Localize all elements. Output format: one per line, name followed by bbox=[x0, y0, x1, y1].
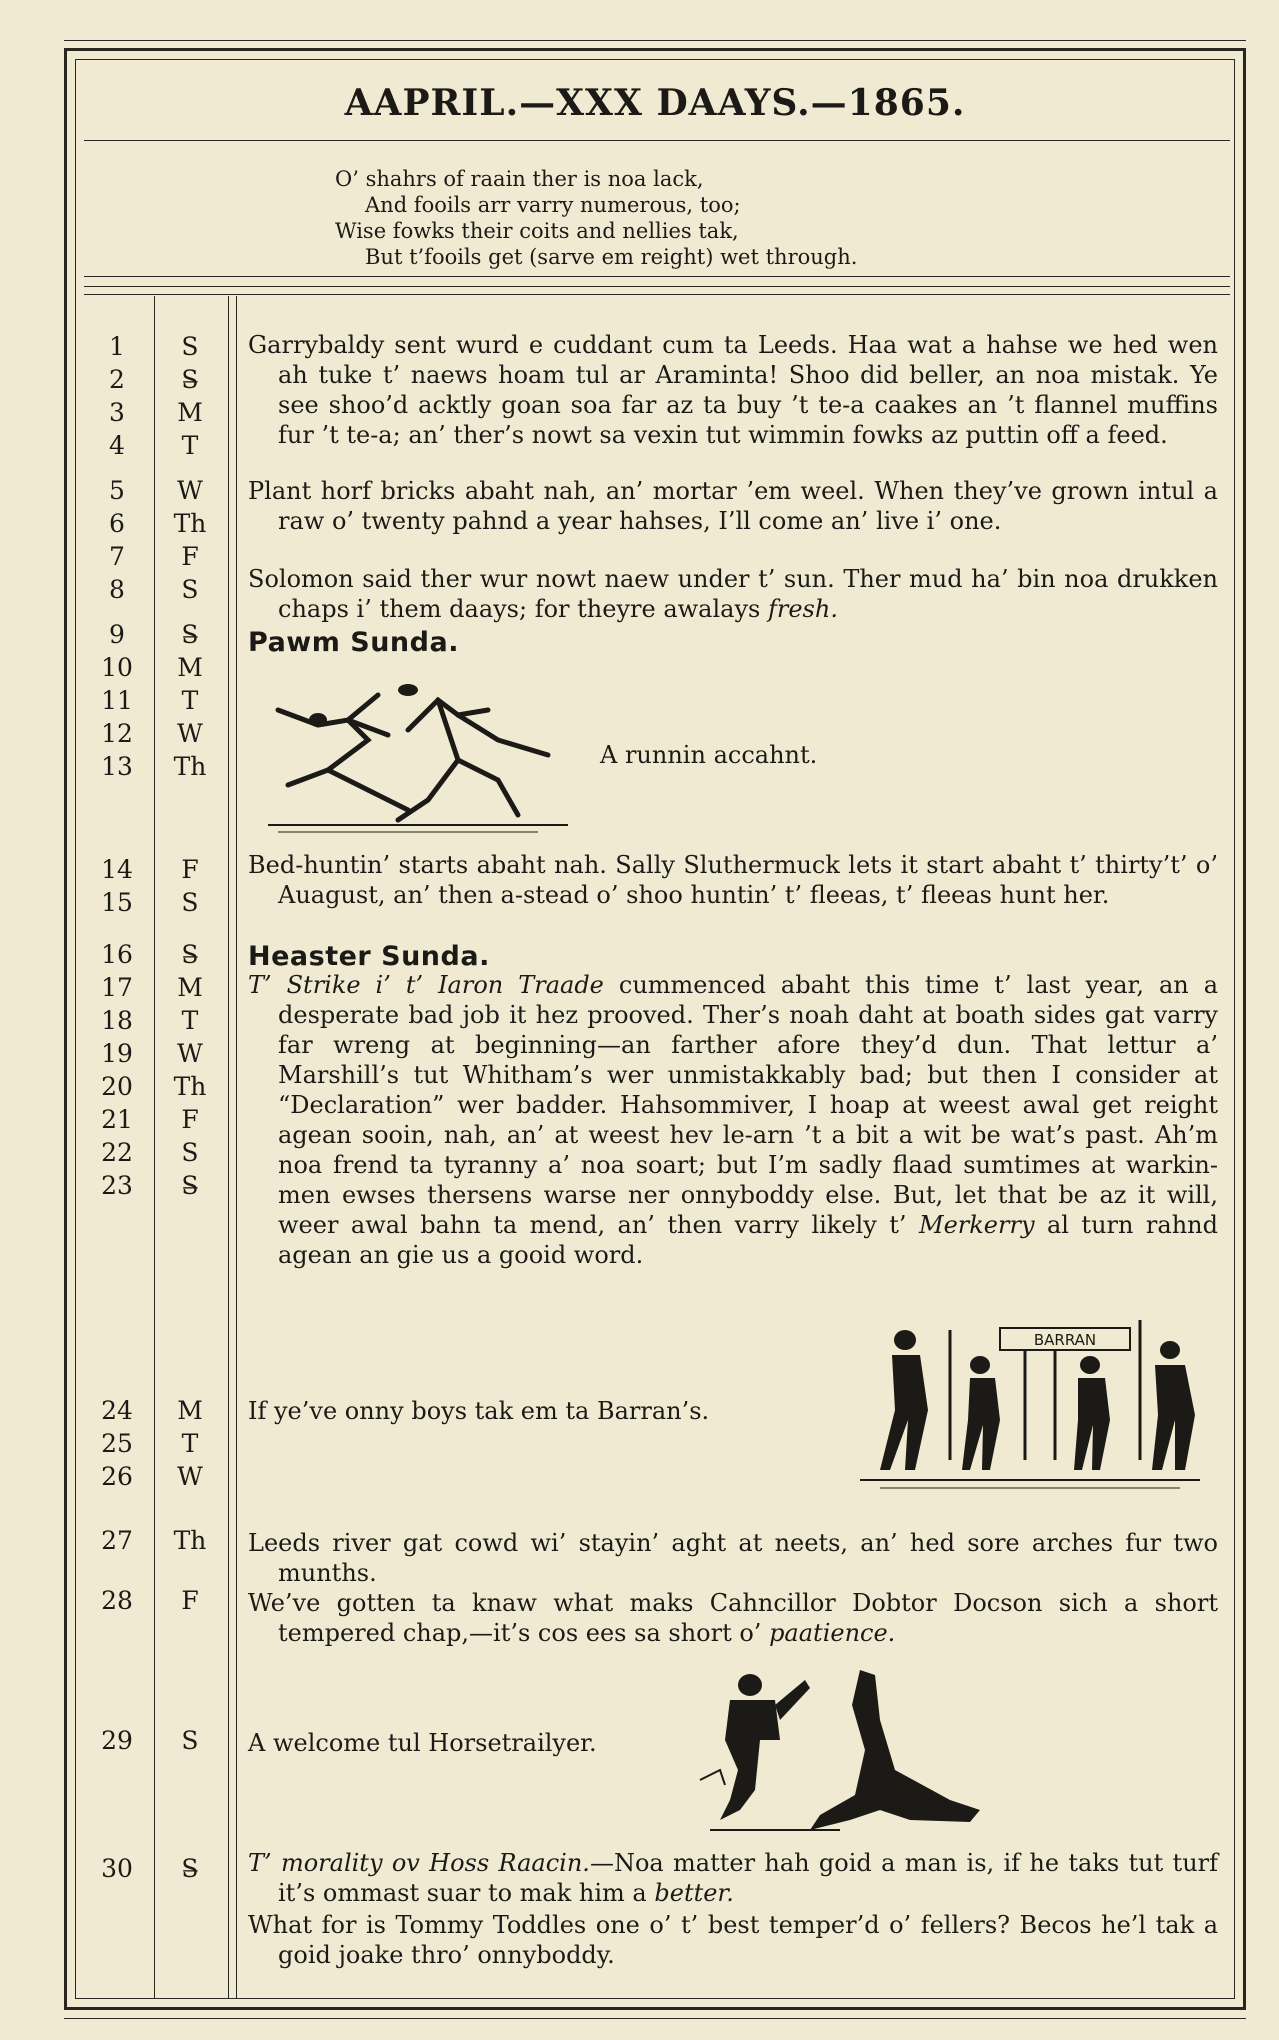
day-number: 15 bbox=[101, 888, 133, 917]
day-abbreviation: M bbox=[177, 398, 203, 427]
outer-rule-bottom bbox=[64, 2018, 1246, 2019]
caption-barran bbox=[248, 1396, 808, 1426]
day-number: 27 bbox=[101, 1526, 133, 1555]
day-number: 24 bbox=[101, 1396, 133, 1425]
day-abbreviation: T bbox=[181, 686, 199, 715]
day-abbreviation: S bbox=[181, 575, 199, 604]
caption-runnin bbox=[600, 740, 1000, 770]
day-number: 22 bbox=[101, 1138, 133, 1167]
day-abbreviation: S̶ bbox=[181, 365, 199, 394]
entry-italic: T’ morality ov Hoss Raacin. bbox=[248, 1849, 590, 1877]
outer-rule-top bbox=[64, 40, 1246, 41]
entry-strike bbox=[248, 970, 1218, 1270]
entry-solomon bbox=[248, 564, 1218, 624]
day-number: 7 bbox=[109, 542, 125, 571]
day-number: 14 bbox=[101, 855, 133, 884]
day-abbreviation: T bbox=[181, 431, 199, 460]
entry-garrybaldy bbox=[248, 330, 1218, 450]
verse bbox=[335, 166, 1055, 270]
entry-tommy bbox=[248, 1910, 1218, 1970]
day-number: 3 bbox=[109, 398, 125, 427]
caption-text: A welcome tul Horsetrailyer. bbox=[248, 1729, 597, 1757]
entry-italic: Merkerry bbox=[919, 1211, 1035, 1239]
day-number: 20 bbox=[101, 1072, 133, 1101]
entry-plant bbox=[248, 476, 1218, 536]
day-abbreviation: W bbox=[177, 1462, 203, 1491]
day-abbreviation: T bbox=[181, 1006, 199, 1035]
day-number: 13 bbox=[101, 752, 133, 781]
entry-morality bbox=[248, 1848, 1218, 1908]
entry-text: cummenced abaht this time t’ last year, an a desperate bad job it hez prooved. Ther’s noah daht at boath sides gat varry far wreng at beginning—an farther afore they’d dun. That lettur a’ Marshill’s tut Whitham’s wer unmistakkably bad; but then I consider at “Declaration” wer badder. Hahsommiver, I hoap at weest awal get reight agean sooin, nah, an’ at weest hev le-arn ’t a bit a wit be wat’s past. Ah’m noa frend ta tyranny a’ noa soart; but I’m sadly flaad sumtimes at warkin-men ewses thersens warse ner onnyboddy else. But, let that be az it will, weer awal bahn ta mend, an’ then varry likely t’ bbox=[278, 971, 1219, 1239]
day-number: 23 bbox=[101, 1171, 133, 1200]
running-men-icon bbox=[258, 680, 578, 840]
day-number: 6 bbox=[109, 509, 125, 538]
day-abbreviation: S̶ bbox=[181, 1854, 199, 1883]
day-abbreviation: Th bbox=[173, 752, 207, 781]
day-abbreviation: S bbox=[181, 332, 199, 361]
entry-italic: T’ Strike i’ t’ Iaron Traade bbox=[248, 971, 604, 999]
day-number: 19 bbox=[101, 1039, 133, 1068]
day-abbreviation: S̶ bbox=[181, 940, 199, 969]
day-number: 2 bbox=[109, 365, 125, 394]
day-number: 25 bbox=[101, 1429, 133, 1458]
entry-text: —Noa matter hah goid a man is, if he taks tut turf it’s ommast suar to mak him a bbox=[278, 1849, 1219, 1907]
day-number: 18 bbox=[101, 1006, 133, 1035]
col-divider-1 bbox=[154, 296, 155, 1999]
verse-line-2: And fooils arr varry numerous, too; bbox=[365, 193, 741, 217]
entry-cahncillor bbox=[248, 1588, 1218, 1648]
day-number: 17 bbox=[101, 973, 133, 1002]
entry-italic: better. bbox=[654, 1879, 734, 1907]
verse-rule-3 bbox=[84, 294, 1230, 295]
day-number: 30 bbox=[101, 1854, 133, 1883]
entry-italic: paatience. bbox=[769, 1619, 896, 1647]
verse-line-3: Wise fowks their coits and nellies tak, bbox=[335, 219, 739, 243]
verse-rule-2 bbox=[84, 286, 1230, 287]
day-abbreviation: F bbox=[181, 542, 199, 571]
day-number: 5 bbox=[109, 476, 125, 505]
barran-shop-illustration bbox=[850, 1310, 1210, 1504]
verse-line-4: But t’fooils get (sarve em reight) wet through. bbox=[365, 245, 858, 269]
entry-leeds-river bbox=[248, 1528, 1218, 1588]
day-number: 29 bbox=[101, 1726, 133, 1755]
day-abbreviation: F bbox=[181, 1105, 199, 1134]
verse-line-1: O’ shahrs of raain ther is noa lack, bbox=[335, 167, 704, 191]
entry-bedhuntin bbox=[248, 850, 1218, 910]
day-abbreviation: Th bbox=[173, 1526, 207, 1555]
barran-shop-icon bbox=[850, 1310, 1210, 1500]
day-abbreviation: W bbox=[177, 476, 203, 505]
caption-horsetrailyer bbox=[248, 1728, 668, 1758]
entry-text: Solomon said ther wur nowt naew under t’ sun. Ther mud ha’ bin noa drukken chaps i’ them daays; for theyre awalays bbox=[248, 565, 1218, 623]
day-number: 21 bbox=[101, 1105, 133, 1134]
day-abbreviation: S bbox=[181, 1726, 199, 1755]
horsetrailyer-illustration bbox=[680, 1660, 1040, 1844]
entry-text: Garrybaldy sent wurd e cuddant cum ta Leeds. Haa wat a hahse we hed wen ah tuke t’ naews hoam tul ar Araminta! Shoo did beller, an noa mistak. Ye see shoo’d acktly goan soa far az ta buy ’t te-a caakes an ’t flannel muffins fur ’t te-a; an’ ther’s nowt sa vexin tut wimmin fowks az puttin off a feed. bbox=[248, 331, 1218, 449]
day-number: 26 bbox=[101, 1462, 133, 1491]
title-rule bbox=[84, 140, 1230, 141]
day-number: 10 bbox=[101, 653, 133, 682]
entry-text: Plant horf bricks abaht nah, an’ mortar ’em weel. When they’ve grown intul a raw o’ twenty pahnd a year hahses, I’ll come an’ live i’ one. bbox=[248, 477, 1218, 535]
horse-figures-icon bbox=[680, 1660, 1040, 1840]
heading-heaster-sunda: Heaster Sunda. bbox=[248, 941, 490, 972]
day-number: 11 bbox=[101, 686, 133, 715]
day-abbreviation: S̶ bbox=[181, 620, 199, 649]
day-abbreviation: S bbox=[181, 888, 199, 917]
day-abbreviation: M bbox=[177, 973, 203, 1002]
day-abbreviation: M bbox=[177, 1396, 203, 1425]
entry-italic: fresh. bbox=[767, 595, 838, 623]
day-number: 4 bbox=[109, 431, 125, 460]
running-men-illustration bbox=[258, 680, 578, 844]
day-abbreviation: W bbox=[177, 719, 203, 748]
day-abbreviation: F bbox=[181, 1586, 199, 1615]
entry-text: Leeds river gat cowd wi’ stayin’ aght at neets, an’ hed sore arches fur two munths. bbox=[248, 1529, 1218, 1587]
entry-text: Bed-huntin’ starts abaht nah. Sally Sluthermuck lets it start abaht t’ thirty’t’ o’ Auagust, an’ then a-stead o’ shoo huntin’ t’ fleeas, t’ fleeas hunt her. bbox=[248, 851, 1218, 909]
col-divider-3 bbox=[236, 296, 237, 1999]
page-title: AAPRIL.—XXX DAAYS.—1865. bbox=[344, 82, 966, 124]
day-number: 1 bbox=[109, 332, 125, 361]
col-divider-2 bbox=[228, 296, 229, 1999]
day-number: 8 bbox=[109, 575, 125, 604]
verse-rule-1 bbox=[84, 276, 1230, 277]
day-abbreviation: T bbox=[181, 1429, 199, 1458]
entry-text: What for is Tommy Toddles one o’ t’ best temper’d o’ fellers? Becos he’l tak a goid joake thro’ onnyboddy. bbox=[248, 1911, 1218, 1969]
day-number: 12 bbox=[101, 719, 133, 748]
day-abbreviation: S bbox=[181, 1138, 199, 1167]
day-abbreviation: S̶ bbox=[181, 1171, 199, 1200]
day-abbreviation: Th bbox=[173, 1072, 207, 1101]
entry-text: We’ve gotten ta knaw what maks Cahncillor Dobtor Docson sich a short tempered chap,—it’s cos ees sa short o’ bbox=[248, 1589, 1218, 1647]
day-abbreviation: M bbox=[177, 653, 203, 682]
day-abbreviation: F bbox=[181, 855, 199, 884]
day-number: 28 bbox=[101, 1586, 133, 1615]
day-abbreviation: Th bbox=[173, 509, 207, 538]
caption-text: If ye’ve onny boys tak em ta Barran’s. bbox=[248, 1397, 710, 1425]
caption-text: A runnin accahnt. bbox=[600, 741, 818, 769]
day-number: 9 bbox=[109, 620, 125, 649]
day-abbreviation: W bbox=[177, 1039, 203, 1068]
shop-sign: BARRAN bbox=[1033, 1331, 1097, 1349]
entry-text: al turn rahnd agean an gie us a gooid word. bbox=[278, 1211, 1218, 1269]
day-number: 16 bbox=[101, 940, 133, 969]
heading-pawm-sunda: Pawm Sunda. bbox=[248, 627, 459, 658]
